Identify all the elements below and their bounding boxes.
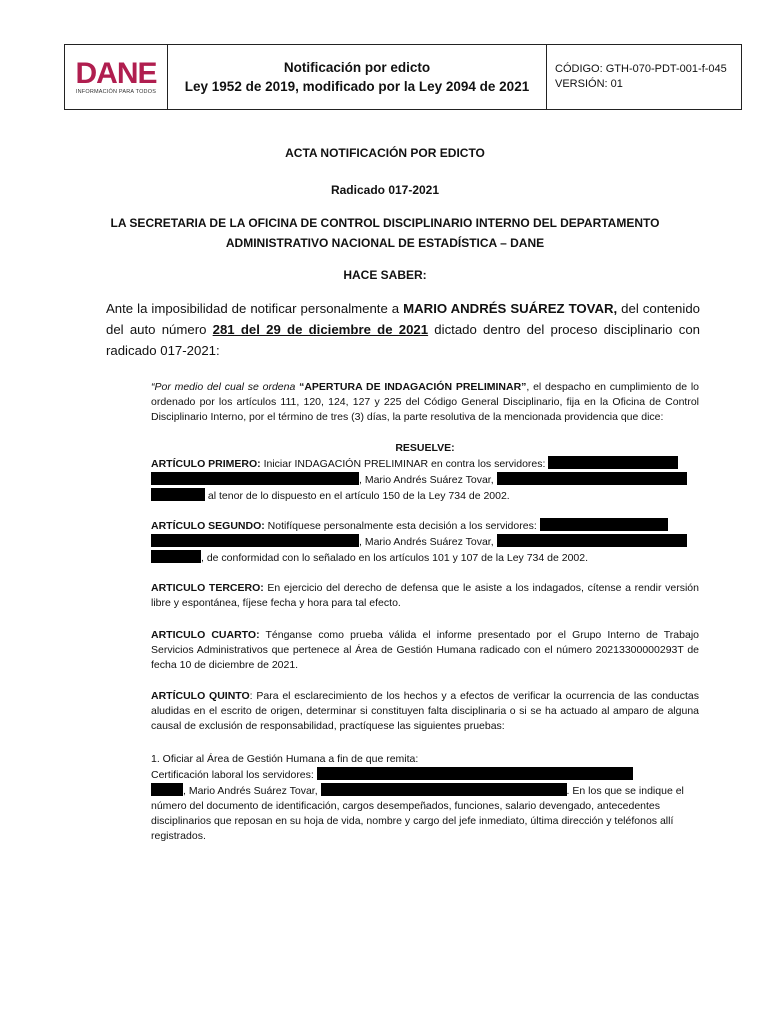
article-2-text-c: , de conformidad con lo señalado en los artículos 101 y 107 de la Ley 734 de 2002. bbox=[201, 552, 589, 564]
document-version: VERSIÓN: 01 bbox=[555, 78, 623, 90]
intro-auto: 281 del 29 de diciembre de 2021 bbox=[212, 322, 429, 337]
article-2-text-b: , Mario Andrés Suárez Tovar, bbox=[359, 536, 494, 548]
redaction-block bbox=[497, 472, 687, 485]
header-code-block bbox=[547, 45, 741, 109]
intro-text-c: dictado dentro del proceso disciplinario con radicado 017-2021: bbox=[106, 322, 700, 358]
hace-saber: HACE SABER: bbox=[343, 268, 427, 282]
office-line-1: LA SECRETARIA DE LA OFICINA DE CONTROL DISCIPLINARIO INTERNO DEL DEPARTAMENTO bbox=[110, 216, 660, 230]
intro-paragraph bbox=[106, 298, 700, 361]
quote-text: , el despacho en cumplimiento de lo ordenado por los artículos 111, 120, 124, 127 y 225 del Código General Disciplinario, fija en la Oficina de Control Disciplinario Interno, por el término de tres (3) días, la parte resolutiva de la mencionada providencia que dice: bbox=[151, 381, 699, 423]
radicado: Radicado 017-2021 bbox=[330, 183, 440, 197]
logo-text: DANE bbox=[75, 56, 157, 90]
proof-1-text-c: . En los que se indique el número del documento de identificación, cargos desempeñados, funciones, salario devengado, antecedentes disciplinarios que reposan en su hoja de vida, nombre y cargo del jefe inmediato, última dirección y teléfonos allí registrados. bbox=[151, 785, 684, 842]
article-5 bbox=[151, 689, 699, 734]
document-code: CÓDIGO: GTH-070-PDT-001-f-045 bbox=[555, 63, 727, 75]
article-5-label: ARTÍCULO QUINTO bbox=[151, 690, 250, 702]
proof-1 bbox=[151, 752, 699, 844]
logo-tagline: INFORMACIÓN PARA TODOS bbox=[75, 88, 157, 95]
intro-text-a: Ante la imposibilidad de notificar personalmente a bbox=[106, 301, 404, 316]
article-4-text: Ténganse como prueba válida el informe presentado por el Grupo Interno de Trabajo Servicios Administrativos que pertenece al Área de Gestión Humana radicado con el número 20213300000293T de fecha 10 de diciembre de 2021. bbox=[151, 629, 699, 671]
article-4 bbox=[151, 628, 699, 673]
article-1-text-b: , Mario Andrés Suárez Tovar, bbox=[359, 474, 494, 486]
redaction-block bbox=[151, 783, 183, 796]
quote-lead: “Por medio del cual se ordena bbox=[151, 381, 300, 393]
quote-bold: “APERTURA DE INDAGACIÓN PRELIMINAR” bbox=[299, 381, 527, 393]
resuelve-label: RESUELVE: bbox=[395, 442, 455, 454]
proof-1-heading: 1. Oficiar al Área de Gestión Humana a fin de que remita: bbox=[151, 753, 419, 765]
article-1-text-a: Iniciar INDAGACIÓN PRELIMINAR en contra los servidores: bbox=[260, 458, 546, 470]
resuelve-heading bbox=[151, 441, 699, 456]
article-2-text-a: Notifíquese personalmente esta decisión a los servidores: bbox=[264, 520, 537, 532]
redaction-block bbox=[151, 534, 359, 547]
article-2 bbox=[151, 518, 699, 566]
article-2-label: ARTÍCULO SEGUNDO: bbox=[151, 520, 265, 532]
redaction-block bbox=[548, 456, 678, 469]
quote-paragraph bbox=[151, 380, 699, 425]
redaction-block bbox=[321, 783, 567, 796]
article-4-label: ARTICULO CUARTO: bbox=[151, 629, 260, 641]
article-3 bbox=[151, 581, 699, 611]
article-1 bbox=[151, 456, 699, 504]
redaction-block bbox=[151, 550, 201, 563]
redaction-block bbox=[317, 767, 633, 780]
article-3-label: ARTICULO TERCERO: bbox=[151, 582, 264, 594]
redaction-block bbox=[151, 472, 359, 485]
header-title-line2: Ley 1952 de 2019, modificado por la Ley 2094 de 2021 bbox=[184, 79, 530, 94]
office-line-2: ADMINISTRATIVO NACIONAL DE ESTADÍSTICA – DANE bbox=[225, 236, 545, 250]
article-5-text: : Para el esclarecimiento de los hechos y a efectos de verificar la ocurrencia de las conductas aludidas en el escrito de origen, determinar si constituyen falta disciplinaria o si se ha actuado al amparo de alguna causal de exclusión de responsabilidad, practíquese las siguientes pruebas: bbox=[151, 690, 699, 732]
redaction-block bbox=[151, 488, 205, 501]
article-1-label: ARTÍCULO PRIMERO: bbox=[151, 458, 261, 470]
acta-title: ACTA NOTIFICACIÓN POR EDICTO bbox=[285, 146, 485, 160]
proof-1-text-a: Certificación laboral los servidores: bbox=[151, 769, 317, 781]
document-header bbox=[64, 44, 742, 110]
proof-1-text-b: , Mario Andrés Suárez Tovar, bbox=[183, 785, 321, 797]
proof-1-body bbox=[151, 767, 699, 844]
intro-text-b: del contenido del auto número bbox=[106, 301, 700, 337]
header-title bbox=[168, 45, 547, 109]
redaction-block bbox=[497, 534, 687, 547]
article-1-text-c: al tenor de lo dispuesto en el artículo 150 de la Ley 734 de 2002. bbox=[205, 490, 510, 502]
redaction-block bbox=[540, 518, 668, 531]
intro-name: MARIO ANDRÉS SUÁREZ TOVAR, bbox=[403, 301, 618, 316]
header-title-line1: Notificación por edicto bbox=[283, 60, 431, 75]
dane-logo bbox=[65, 45, 168, 109]
article-3-text: En ejercicio del derecho de defensa que le asiste a los indagados, cítense a rendir versión libre y espontánea, fíjese fecha y hora para tal efecto. bbox=[151, 582, 699, 609]
